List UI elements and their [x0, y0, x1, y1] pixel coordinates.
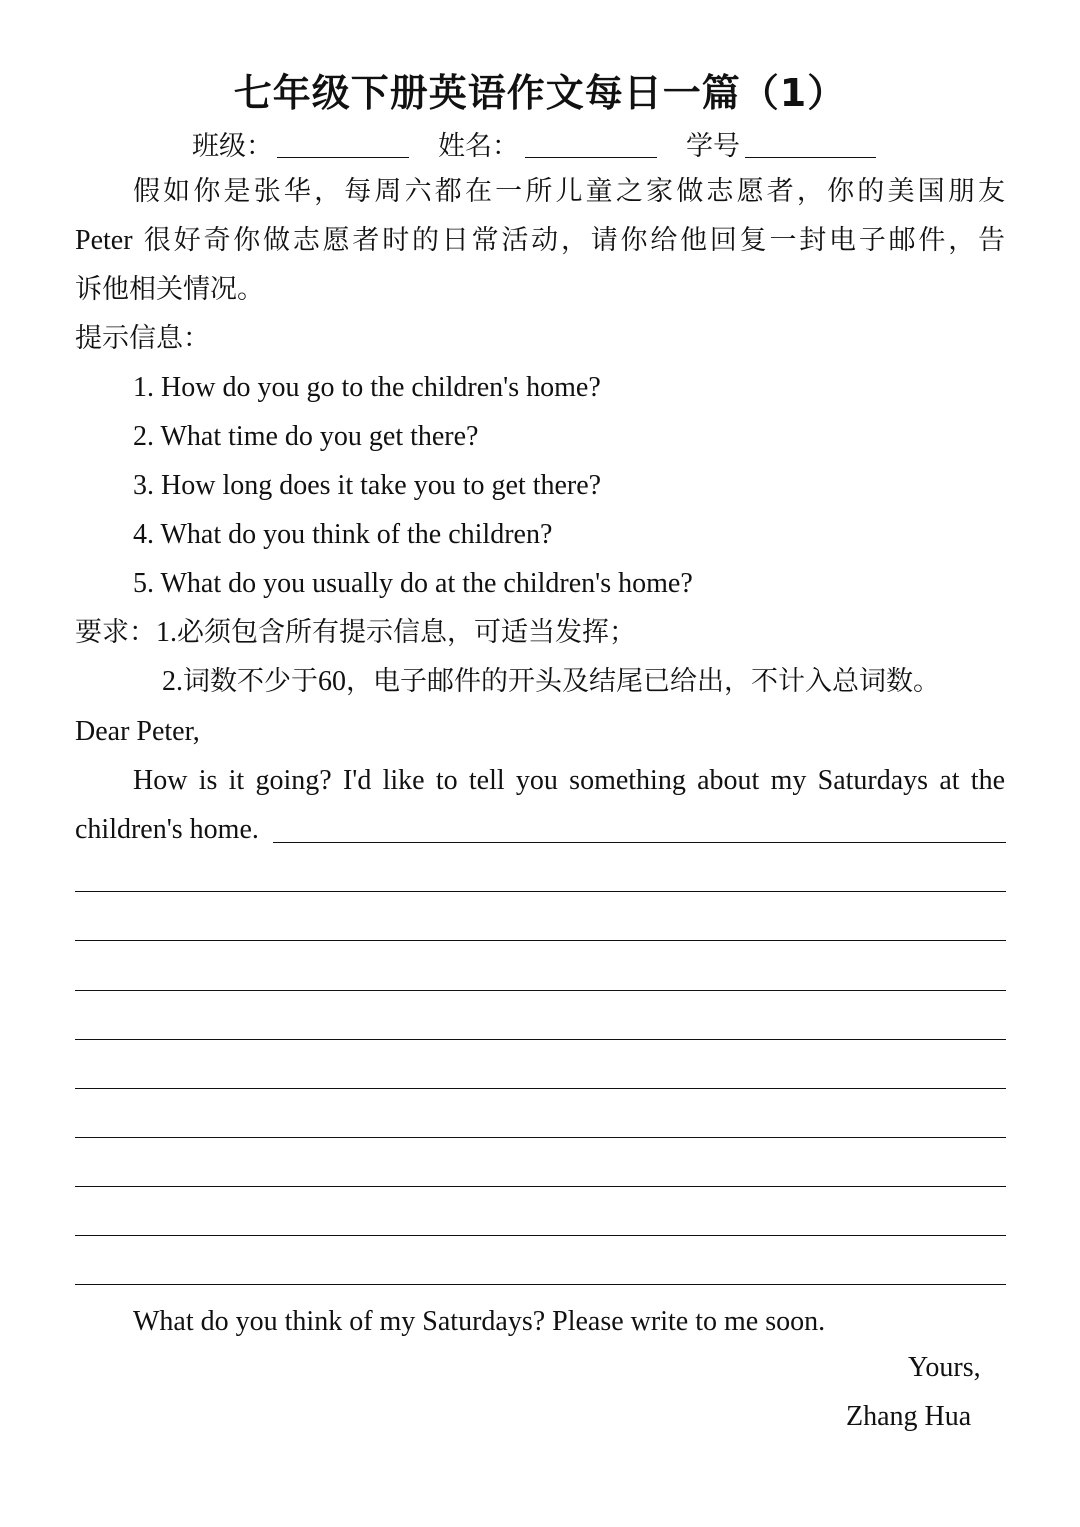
page-title: 七年级下册英语作文每日一篇（1） — [233, 71, 847, 115]
hints-label: 提示信息： — [75, 323, 210, 354]
hint-item: 1. How do you go to the children's home? — [133, 372, 601, 403]
prompt-line-1: 假如你是张华，每周六都在一所儿童之家做志愿者，你的美国朋友 — [133, 176, 1005, 207]
writing-line[interactable] — [75, 1137, 1006, 1138]
writing-line[interactable] — [75, 891, 1006, 892]
hint-item: 3. How long does it take you to get there? — [133, 470, 602, 501]
hint-item: 2. What time do you get there? — [133, 421, 479, 452]
letter-closing: What do you think of my Saturdays? Please write to me soon. — [133, 1306, 826, 1337]
writing-line[interactable] — [75, 990, 1006, 991]
writing-line[interactable] — [75, 1284, 1006, 1285]
hint-item: 5. What do you usually do at the children's home? — [133, 568, 693, 599]
prompt-line-3: 诉他相关情况。 — [75, 274, 264, 305]
letter-greeting: Dear Peter, — [75, 716, 200, 747]
name-label: 姓名： — [438, 131, 519, 162]
requirement-2-number: 2. — [162, 666, 183, 697]
name-field[interactable] — [525, 157, 657, 158]
requirement-1 — [75, 613, 1005, 653]
class-label: 班级： — [192, 131, 273, 162]
student-info-row — [0, 124, 1080, 164]
requirement-2-text-a: 词数不少于 — [183, 666, 318, 697]
requirements-label: 要求： — [75, 617, 156, 648]
student-number-field[interactable] — [745, 157, 876, 158]
writing-line[interactable] — [75, 1039, 1006, 1040]
writing-line[interactable] — [75, 940, 1006, 941]
letter-signature: Zhang Hua — [846, 1401, 972, 1432]
writing-line[interactable] — [75, 1088, 1006, 1089]
writing-line[interactable] — [273, 842, 1006, 843]
class-field[interactable] — [277, 157, 409, 158]
requirement-1-number: 1. — [156, 617, 177, 648]
writing-line[interactable] — [75, 1186, 1006, 1187]
writing-line[interactable] — [75, 1235, 1006, 1236]
requirement-2 — [162, 662, 1005, 702]
letter-opening-line-1: How is it going? I'd like to tell you something about my Saturdays at the — [133, 765, 1005, 796]
letter-sign-off: Yours, — [908, 1352, 981, 1383]
requirement-1-text: 必须包含所有提示信息，可适当发挥； — [177, 617, 636, 648]
prompt-line-2-text: 很好奇你做志愿者时的日常活动，请你给他回复一封电子邮件，告 — [143, 225, 1005, 256]
student-number-label: 学号 — [686, 131, 740, 162]
hint-item: 4. What do you think of the children? — [133, 519, 553, 550]
requirement-2-text-b: ，电子邮件的开头及结尾已给出，不计入总词数。 — [346, 666, 940, 697]
requirement-2-word-count: 60 — [318, 666, 346, 697]
prompt-peter: Peter — [75, 225, 133, 256]
letter-opening-line-2: children's home. — [75, 814, 259, 845]
prompt-line-2 — [75, 221, 1005, 261]
